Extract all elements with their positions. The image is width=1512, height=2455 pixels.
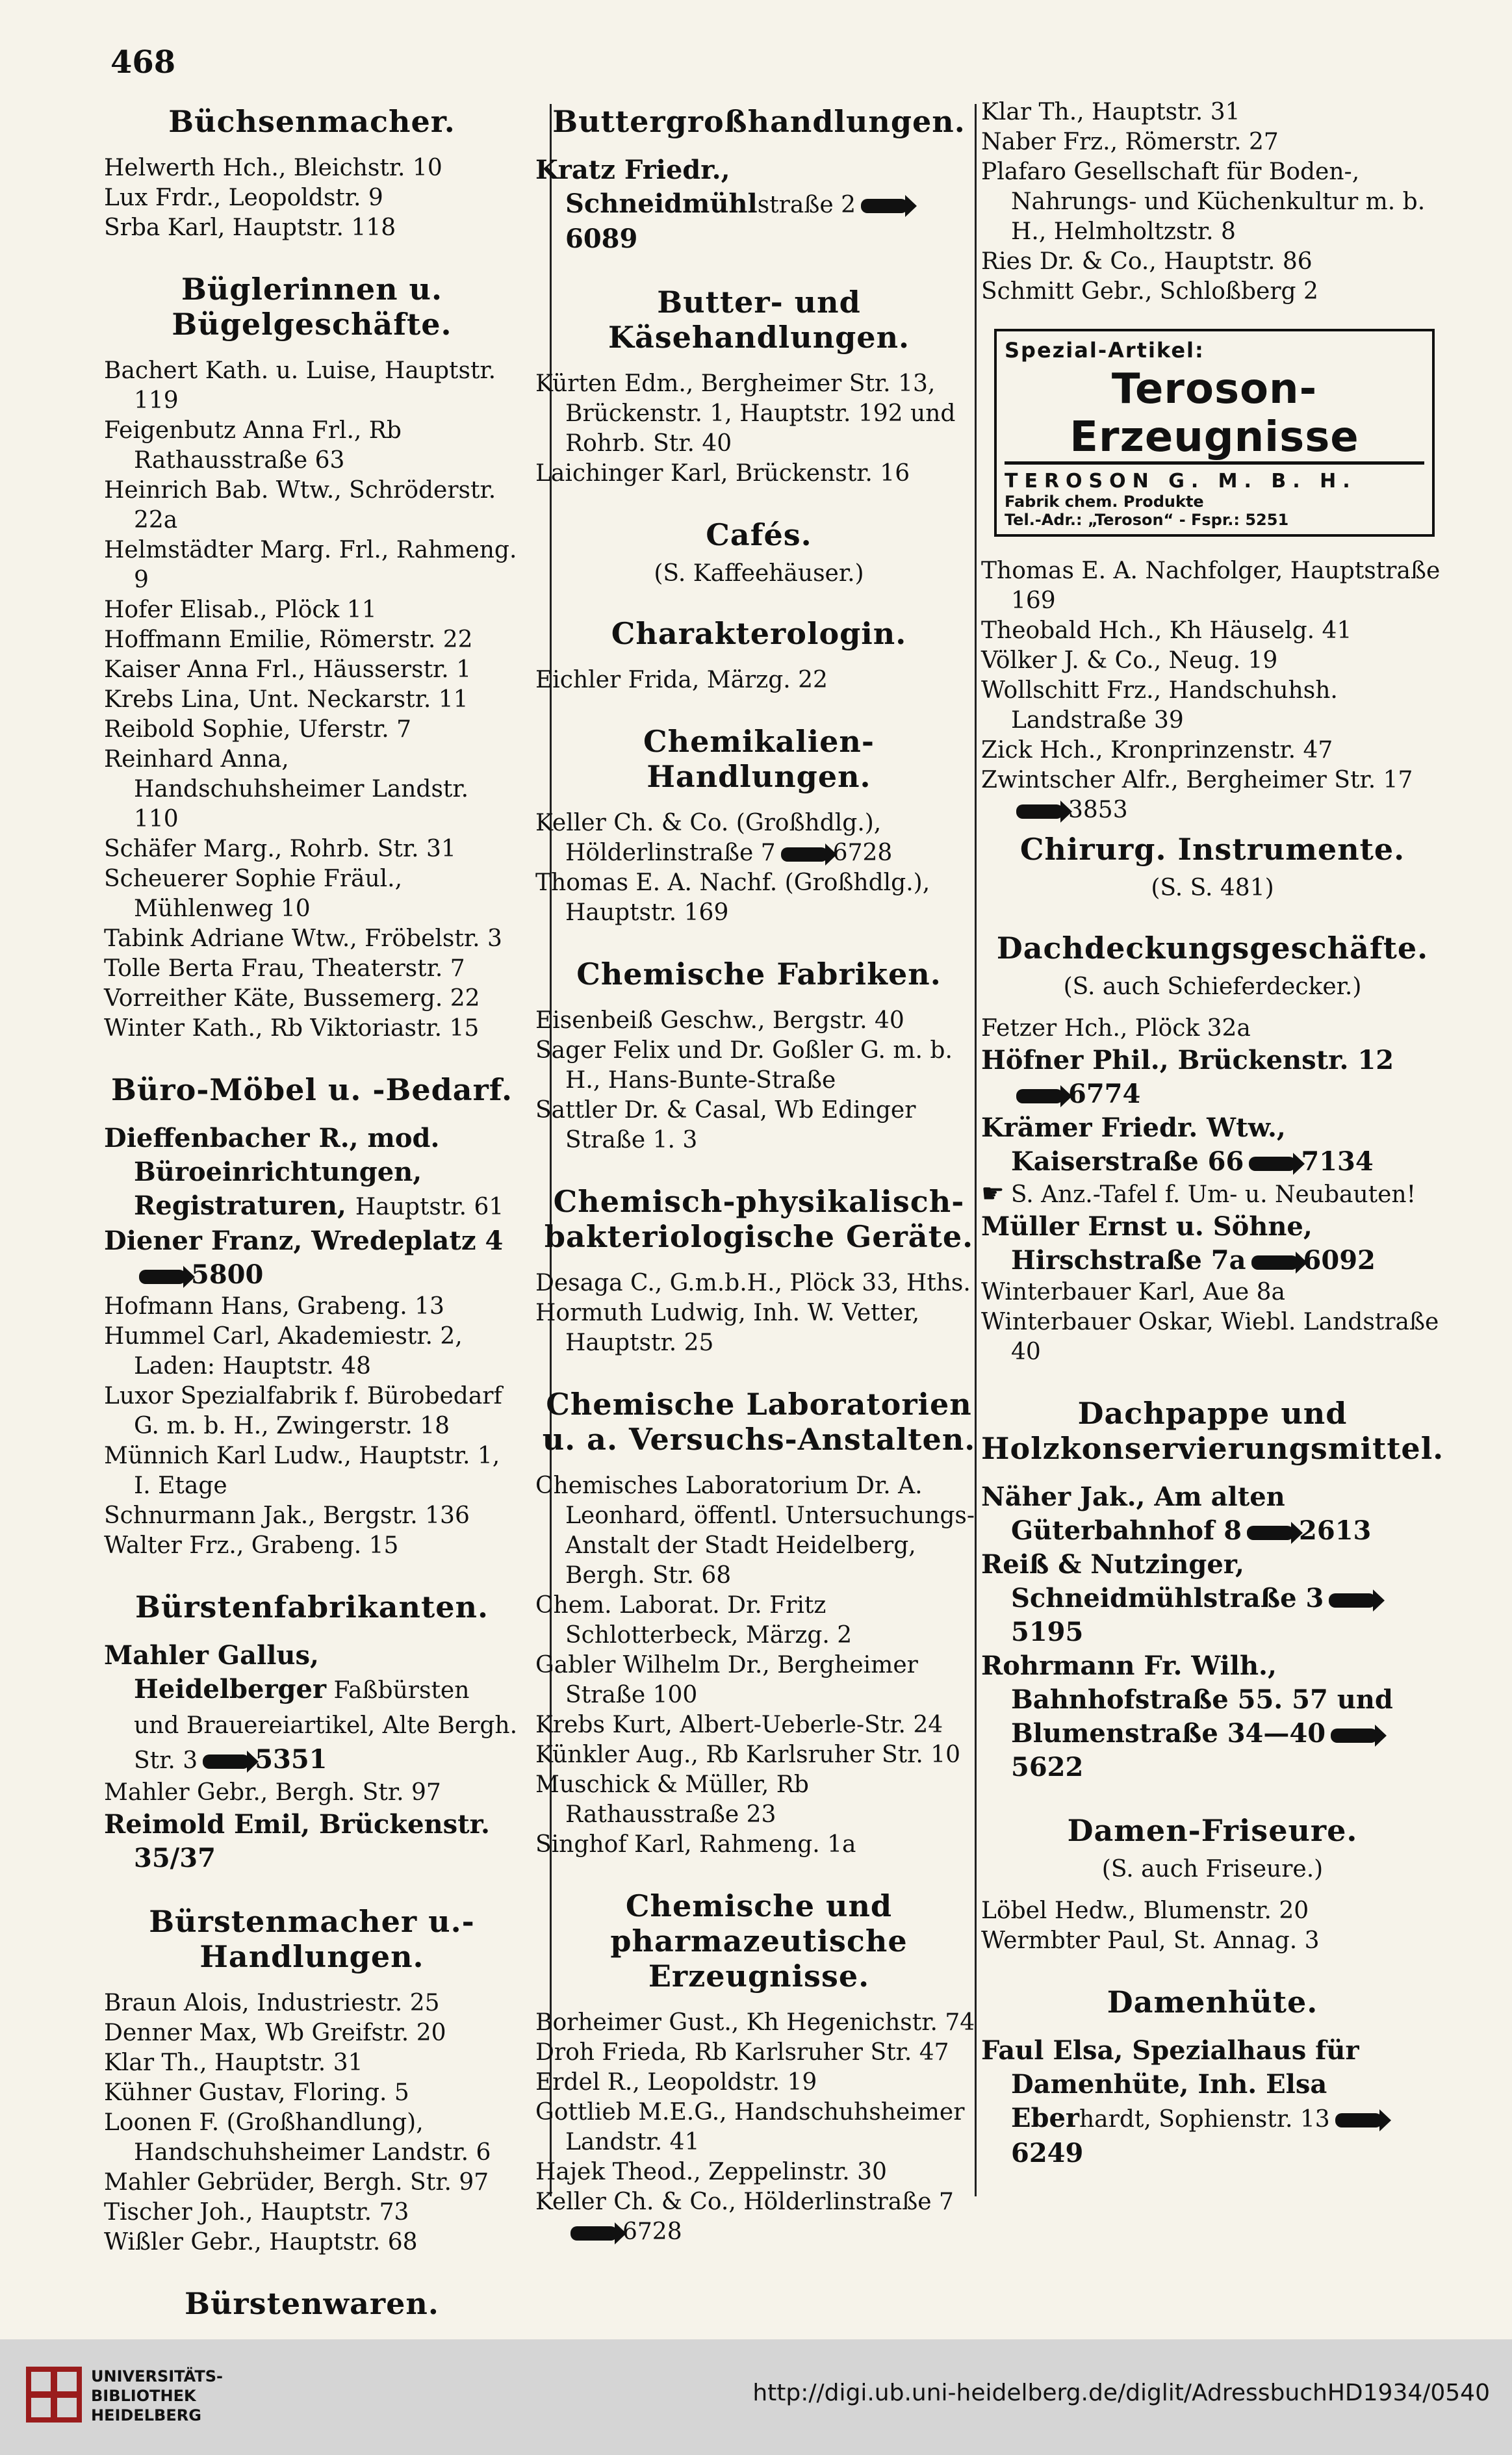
entry-text: Schäfer Marg., Rohrb. Str. 31 xyxy=(104,836,456,862)
directory-entry xyxy=(104,1224,520,1292)
directory-entry xyxy=(104,2108,520,2168)
directory-entry xyxy=(104,954,520,984)
telephone-icon xyxy=(1016,804,1063,819)
directory-entry xyxy=(535,459,982,489)
entry-text: Rohrmann Fr. Wilh., Bahnhofstraße 55. 57 und Blumenstraße 34—40 xyxy=(981,1651,1393,1749)
telephone-icon xyxy=(1335,2113,1382,2127)
directory-entry xyxy=(981,616,1444,646)
entry-text: Zick Hch., Kronprinzenstr. 47 xyxy=(981,737,1333,764)
directory-entry xyxy=(535,1298,982,1358)
entry-address: Faßbürsten und Brauereiartikel, Alte Bergh. Str. 3 xyxy=(134,1677,518,1774)
column-right-after-ad xyxy=(981,556,1444,825)
section-heading: Büglerinnen u. Bügelgeschäfte. xyxy=(172,272,452,342)
entry-text: Luxor Spezialfabrik f. Bürobedarf G. m. b. H., Zwingerstr. 18 xyxy=(104,1383,502,1439)
entry-text: Krebs Kurt, Albert-Ueberle-Str. 24 xyxy=(535,1712,943,1738)
directory-section xyxy=(981,1396,1444,1784)
institution-line-1: UNIVERSITÄTS- xyxy=(91,2367,224,2385)
directory-entry xyxy=(981,1896,1444,1926)
telephone-icon xyxy=(1247,1526,1294,1540)
telephone-icon xyxy=(781,847,828,862)
section-heading: Chirurg. Instrumente. xyxy=(1019,832,1405,867)
telephone-icon xyxy=(1331,1729,1377,1743)
directory-entry xyxy=(104,1501,520,1531)
section-heading: Bürstenwaren. xyxy=(185,2286,439,2321)
column-right-sections xyxy=(981,832,1444,2170)
entry-text: Gabler Wilhelm Dr., Bergheimer Straße 100 xyxy=(535,1652,918,1708)
column-right xyxy=(981,97,1444,2170)
directory-entry xyxy=(535,2038,982,2068)
directory-entry xyxy=(981,1111,1444,1179)
page-number: 468 xyxy=(110,44,176,81)
section-heading: Buttergroßhandlungen. xyxy=(552,104,966,139)
phone-number: 6089 xyxy=(565,224,638,254)
source-url-link[interactable]: http://digi.ub.uni-heidelberg.de/diglit/AdressbuchHD1934/0540 xyxy=(752,2380,1490,2406)
entry-text: Klar Th., Hauptstr. 31 xyxy=(981,99,1240,125)
section-cross-reference: (S. Kaffeehäuser.) xyxy=(654,560,864,587)
entry-text: Muschick & Müller, Rb Rathausstraße 23 xyxy=(535,1771,809,1828)
entry-text: Sattler Dr. & Casal, Wb Edinger Straße 1. 3 xyxy=(535,1097,916,1153)
directory-entry xyxy=(535,1006,982,1036)
entry-text: Völker J. & Co., Neug. 19 xyxy=(981,647,1278,674)
directory-entry xyxy=(104,655,520,685)
section-heading: Chemisch-physikalisch-bakteriologische Geräte. xyxy=(544,1184,974,1254)
section-heading: Butter- und Käsehandlungen. xyxy=(608,285,910,355)
entry-text: Scheuerer Sophie Fräul., Mühlenweg 10 xyxy=(104,866,403,922)
directory-section xyxy=(104,272,520,1044)
directory-entry xyxy=(104,416,520,476)
telephone-icon xyxy=(570,2226,617,2241)
section-heading: Dachpappe und Holzkonservierungsmittel. xyxy=(981,1396,1444,1466)
entry-text: Hofer Elisab., Plöck 11 xyxy=(104,597,377,623)
directory-entry xyxy=(104,2048,520,2078)
directory-entry xyxy=(104,745,520,834)
phone-number: 6249 xyxy=(1011,2138,1084,2168)
telephone-icon xyxy=(861,199,908,213)
directory-entry xyxy=(535,808,982,868)
telephone-icon xyxy=(1251,1255,1298,1270)
entry-text: Müller Ernst u. Söhne, Hirschstraße 7a xyxy=(981,1211,1313,1276)
directory-entry xyxy=(104,183,520,213)
section-heading: Büro-Möbel u. -Bedarf. xyxy=(111,1072,513,1107)
directory-entry xyxy=(104,1292,520,1322)
directory-entry xyxy=(104,1441,520,1501)
directory-entry xyxy=(981,1649,1444,1784)
directory-entry xyxy=(981,646,1444,676)
directory-section xyxy=(981,931,1444,1367)
section-heading: Bürstenfabrikanten. xyxy=(135,1589,489,1625)
entry-text: Winter Kath., Rb Viktoriastr. 15 xyxy=(104,1015,480,1042)
directory-entry xyxy=(535,2068,982,2098)
directory-entry xyxy=(535,369,982,459)
column-right-continued-entries xyxy=(981,97,1444,307)
entry-text: Künkler Aug., Rb Karlsruher Str. 10 xyxy=(535,1742,961,1768)
directory-entry xyxy=(104,1988,520,2018)
section-cross-reference: (S. S. 481) xyxy=(1151,875,1274,901)
directory-entry xyxy=(104,1322,520,1382)
entry-text: Tischer Joh., Hauptstr. 73 xyxy=(104,2199,409,2226)
directory-entry xyxy=(981,1307,1444,1367)
telephone-icon xyxy=(139,1270,186,1284)
entry-text: Lux Frdr., Leopoldstr. 9 xyxy=(104,185,383,211)
directory-entry xyxy=(104,1531,520,1561)
directory-entry xyxy=(104,1808,520,1875)
directory-entry xyxy=(981,736,1444,765)
directory-entry xyxy=(981,1014,1444,1044)
directory-section xyxy=(104,1072,520,1561)
entry-text: Kürten Edm., Bergheimer Str. 13, Brückenstr. 1, Hauptstr. 192 und Rohrb. Str. 40 xyxy=(535,370,956,457)
directory-entry xyxy=(104,213,520,243)
entry-text: Keller Ch. & Co. (Großhdlg.), Hölderlinstraße 7 xyxy=(535,810,882,866)
phone-number: 5622 xyxy=(1011,1752,1084,1782)
entry-text: Kühner Gustav, Floring. 5 xyxy=(104,2079,409,2106)
directory-entry xyxy=(104,1122,520,1224)
section-heading: Damen-Friseure. xyxy=(1067,1813,1358,1848)
directory-entry xyxy=(104,476,520,535)
entry-text: Chemisches Laboratorium Dr. A. Leonhard, öffentl. Untersuchungs-Anstalt der Stadt Heidelberg, Bergh. Str. 68 xyxy=(535,1472,975,1589)
directory-entry xyxy=(981,1044,1444,1111)
telephone-icon xyxy=(1329,1593,1376,1608)
directory-entry xyxy=(104,984,520,1014)
entry-text: Eichler Frida, Märzg. 22 xyxy=(535,667,828,693)
directory-section xyxy=(535,1888,982,2247)
entry-text: Kratz Friedr., Schneidmühl xyxy=(535,155,758,219)
directory-entry xyxy=(535,1651,982,1710)
directory-section xyxy=(535,104,982,256)
entry-text: Droh Frieda, Rb Karlsruher Str. 47 xyxy=(535,2039,949,2066)
entry-text: Löbel Hedw., Blumenstr. 20 xyxy=(981,1897,1309,1924)
directory-entry xyxy=(104,1639,520,1778)
entry-text: Plafaro Gesellschaft für Boden-, Nahrungs- und Küchenkultur m. b. H., Helmholtzstr. 8 xyxy=(981,159,1426,245)
entry-text: Naber Frz., Römerstr. 27 xyxy=(981,129,1279,155)
directory-entry xyxy=(535,2008,982,2038)
entry-text: Singhof Karl, Rahmeng. 1a xyxy=(535,1831,856,1858)
directory-entry xyxy=(104,864,520,924)
section-heading: Chemische Fabriken. xyxy=(576,957,942,992)
directory-entry xyxy=(981,157,1444,247)
entry-text: Ries Dr. & Co., Hauptstr. 86 xyxy=(981,248,1313,275)
entry-text: Schmitt Gebr., Schloßberg 2 xyxy=(981,278,1318,305)
entry-text: Krebs Lina, Unt. Neckarstr. 11 xyxy=(104,686,468,713)
ad-company: TEROSON G. M. B. H. xyxy=(1005,470,1357,493)
entry-text: Desaga C., G.m.b.H., Plöck 33, Hths. xyxy=(535,1270,971,1296)
entry-text: Srba Karl, Hauptstr. 118 xyxy=(104,214,396,241)
directory-entry xyxy=(104,2078,520,2108)
entry-text: Laichinger Karl, Brückenstr. 16 xyxy=(535,460,910,487)
institution-line-3: HEIDELBERG xyxy=(91,2406,201,2424)
directory-entry xyxy=(535,1830,982,1860)
directory-entry xyxy=(981,556,1444,616)
directory-section xyxy=(981,1813,1444,1956)
directory-entry xyxy=(535,1268,982,1298)
entry-text: Wißler Gebr., Hauptstr. 68 xyxy=(104,2229,418,2256)
entry-text: Kaiser Anna Frl., Häusserstr. 1 xyxy=(104,656,472,683)
institution-line-2: BIBLIOTHEK xyxy=(91,2387,196,2405)
entry-text: Tolle Berta Frau, Theaterstr. 7 xyxy=(104,955,465,982)
entry-text: Mahler Gallus, Heidelberger xyxy=(104,1640,327,1704)
entry-text: Tabink Adriane Wtw., Fröbelstr. 3 xyxy=(104,925,502,952)
section-cross-reference: (S. auch Friseure.) xyxy=(1101,1856,1324,1883)
directory-entry xyxy=(104,1014,520,1044)
entry-text: Keller Ch. & Co., Hölderlinstraße 7 xyxy=(535,2189,954,2215)
entry-text: Erdel R., Leopoldstr. 19 xyxy=(535,2069,817,2096)
directory-section xyxy=(535,957,982,1155)
directory-entry xyxy=(981,1548,1444,1649)
section-heading: Büchsenmacher. xyxy=(168,104,455,139)
directory-entry xyxy=(104,685,520,715)
directory-entry xyxy=(981,97,1444,127)
entry-text: Zwintscher Alfr., Bergheimer Str. 17 xyxy=(981,767,1413,793)
advertisement-box xyxy=(994,329,1435,537)
section-heading: Charakterologin. xyxy=(611,616,907,651)
directory-entry xyxy=(104,2228,520,2257)
directory-entry xyxy=(104,153,520,183)
entry-text: Näher Jak., Am alten Güterbahnhof 8 xyxy=(981,1482,1285,1546)
directory-entry xyxy=(104,595,520,625)
entry-text: Mahler Gebrüder, Bergh. Str. 97 xyxy=(104,2169,489,2196)
directory-entry xyxy=(981,127,1444,157)
directory-entry xyxy=(535,2157,982,2187)
entry-text: Münnich Karl Ludw., Hauptstr. 1, I. Etage xyxy=(104,1443,500,1499)
entry-text: Wollschitt Frz., Handschuhsh. Landstraße 39 xyxy=(981,677,1338,734)
entry-text: Loonen F. (Großhandlung), Handschuhsheimer Landstr. 6 xyxy=(104,2109,491,2166)
directory-entry xyxy=(535,2098,982,2157)
directory-entry xyxy=(981,1278,1444,1307)
directory-entry xyxy=(535,1036,982,1096)
directory-section xyxy=(104,1589,520,1875)
directory-entry xyxy=(981,765,1444,825)
entry-text: Walter Frz., Grabeng. 15 xyxy=(104,1532,399,1559)
directory-section xyxy=(535,517,982,587)
entry-text: Winterbauer Oskar, Wiebl. Landstraße 40 xyxy=(981,1309,1439,1365)
phone-number: 3853 xyxy=(1068,797,1128,823)
ad-headline: Spezial-Artikel: xyxy=(1005,338,1205,363)
directory-section xyxy=(104,104,520,243)
directory-section xyxy=(535,1387,982,1860)
footer-bar xyxy=(0,2339,1512,2455)
directory-entry xyxy=(535,868,982,928)
directory-section xyxy=(535,724,982,928)
section-heading: Chemische und pharmazeutische Erzeugnisse. xyxy=(610,1888,908,1994)
directory-entry xyxy=(535,153,982,256)
directory-entry xyxy=(104,625,520,655)
entry-text: Reiß & Nutzinger, Schneidmühlstraße 3 xyxy=(981,1549,1324,1613)
directory-entry xyxy=(981,1480,1444,1548)
pointing-hand-icon: ☛ xyxy=(981,1179,1005,1209)
entry-text: Denner Max, Wb Greifstr. 20 xyxy=(104,2020,446,2046)
university-library-logo-icon xyxy=(26,2367,82,2423)
directory-section xyxy=(535,1184,982,1358)
section-cross-reference: (S. auch Schieferdecker.) xyxy=(1063,973,1362,1000)
directory-entry xyxy=(535,1096,982,1155)
entry-text: Diener Franz, Wredeplatz 4 xyxy=(104,1226,504,1256)
directory-entry xyxy=(104,834,520,864)
entry-text: Bachert Kath. u. Luise, Hauptstr. 119 xyxy=(104,357,496,414)
entry-text: Hummel Carl, Akademiestr. 2, Laden: Hauptstr. 48 xyxy=(104,1323,463,1380)
entry-text: Borheimer Gust., Kh Hegenichstr. 74 xyxy=(535,2009,975,2036)
entry-text: Chem. Laborat. Dr. Fritz Schlotterbeck, Märzg. 2 xyxy=(535,1592,852,1649)
entry-text: Sager Felix und Dr. Goßler G. m. b. H., Hans-Bunte-Straße xyxy=(535,1037,953,1094)
directory-entry xyxy=(104,2198,520,2228)
entry-text: Höfner Phil., Brückenstr. 12 xyxy=(981,1045,1394,1075)
phone-number: 6092 xyxy=(1303,1245,1376,1276)
entry-text: Thomas E. A. Nachf. (Großhdlg.), Hauptstr. 169 xyxy=(535,869,930,926)
section-heading: Bürstenmacher u.-Handlungen. xyxy=(149,1904,475,1974)
directory-entry xyxy=(104,535,520,595)
entry-text: Mahler Gebr., Bergh. Str. 97 xyxy=(104,1779,441,1806)
entry-text: Theobald Hch., Kh Häuselg. 41 xyxy=(981,617,1352,644)
entry-text: Hajek Theod., Zeppelinstr. 30 xyxy=(535,2159,887,2185)
section-heading: Dachdeckungsgeschäfte. xyxy=(996,931,1429,966)
column-middle xyxy=(535,97,982,2247)
directory-section xyxy=(104,1904,520,2257)
directory-section xyxy=(981,832,1444,902)
directory-entry xyxy=(981,1926,1444,1956)
directory-entry xyxy=(981,2034,1444,2170)
entry-text: Hormuth Ludwig, Inh. W. Vetter, Hauptstr. 25 xyxy=(535,1300,920,1356)
entry-text: Thomas E. A. Nachfolger, Hauptstraße 169 xyxy=(981,558,1441,614)
phone-number: 6728 xyxy=(622,2218,682,2245)
directory-entry xyxy=(104,2168,520,2198)
directory-entry xyxy=(104,1382,520,1441)
phone-number: 6728 xyxy=(832,840,893,866)
entry-text: Feigenbutz Anna Frl., Rb Rathausstraße 63 xyxy=(104,417,402,474)
directory-entry xyxy=(981,1179,1444,1210)
entry-text: Krämer Friedr. Wtw., Kaiserstraße 66 xyxy=(981,1112,1286,1177)
entry-text: Fetzer Hch., Plöck 32a xyxy=(981,1015,1251,1042)
entry-text: Helwerth Hch., Bleichstr. 10 xyxy=(104,155,442,181)
entry-text: Reimold Emil, Brückenstr. 35/37 xyxy=(104,1809,490,1873)
directory-entry xyxy=(535,2187,982,2247)
directory-entry xyxy=(981,277,1444,307)
directory-entry xyxy=(535,665,982,695)
entry-text: Reinhard Anna, Handschuhsheimer Landstr. 110 xyxy=(104,746,469,832)
entry-text: Braun Alois, Industriestr. 25 xyxy=(104,1990,440,2016)
institution-name xyxy=(91,2367,223,2425)
directory-entry xyxy=(535,1710,982,1740)
entry-text: S. Anz.-Tafel f. Um- u. Neubauten! xyxy=(1010,1181,1416,1208)
entry-text: Faul Elsa, Spezialhaus für Damenhüte, Inh. Elsa Eber xyxy=(981,2035,1359,2133)
entry-text: Vorreither Käte, Bussemerg. 22 xyxy=(104,985,480,1012)
telephone-icon xyxy=(1016,1089,1063,1103)
entry-text: Klar Th., Hauptstr. 31 xyxy=(104,2050,363,2076)
phone-number: 7134 xyxy=(1301,1146,1374,1177)
entry-address: Hauptstr. 61 xyxy=(355,1194,504,1220)
directory-entry xyxy=(981,1210,1444,1278)
directory-entry xyxy=(104,2018,520,2048)
directory-entry xyxy=(104,356,520,416)
entry-text: Helmstädter Marg. Frl., Rahmeng. 9 xyxy=(104,537,517,593)
directory-entry xyxy=(535,1770,982,1830)
entry-text: Gottlieb M.E.G., Handschuhsheimer Landstr. 41 xyxy=(535,2099,965,2155)
ad-description: Fabrik chem. Produkte xyxy=(1005,493,1204,511)
directory-entry xyxy=(981,676,1444,736)
entry-text: Wermbter Paul, St. Annag. 3 xyxy=(981,1927,1320,1954)
phone-number: 6774 xyxy=(1068,1079,1141,1109)
entry-text: Hoffmann Emilie, Römerstr. 22 xyxy=(104,626,473,653)
entry-address: hardt, Sophienstr. 13 xyxy=(1079,2106,1330,2133)
entry-text: Heinrich Bab. Wtw., Schröderstr. 22a xyxy=(104,477,496,533)
directory-entry xyxy=(104,1778,520,1808)
directory-entry xyxy=(535,1591,982,1651)
directory-entry xyxy=(104,715,520,745)
column-left xyxy=(104,97,520,2403)
entry-text: Reibold Sophie, Uferstr. 7 xyxy=(104,716,412,743)
directory-entry xyxy=(535,1740,982,1770)
telephone-icon xyxy=(203,1754,250,1769)
entry-text: Winterbauer Karl, Aue 8a xyxy=(981,1279,1285,1305)
phone-number: 5195 xyxy=(1011,1617,1084,1647)
ad-product: Teroson-Erzeugnisse xyxy=(1005,365,1424,465)
directory-section xyxy=(535,285,982,489)
telephone-icon xyxy=(1249,1157,1296,1171)
section-heading: Chemische Laboratorien u. a. Versuchs-Anstalten. xyxy=(542,1387,976,1457)
phone-number: 5800 xyxy=(191,1259,264,1290)
directory-section xyxy=(535,616,982,695)
phone-number: 5351 xyxy=(255,1744,327,1775)
directory-section xyxy=(981,1985,1444,2170)
entry-text: Hofmann Hans, Grabeng. 13 xyxy=(104,1293,444,1320)
ad-contact: Tel.-Adr.: „Teroson“ - Fspr.: 5251 xyxy=(1005,511,1289,529)
directory-entry xyxy=(981,247,1444,277)
entry-address: straße 2 xyxy=(757,192,856,218)
phone-number: 2613 xyxy=(1299,1515,1372,1546)
section-heading: Damenhüte. xyxy=(1107,1985,1318,2020)
directory-entry xyxy=(535,1471,982,1591)
entry-text: Dieffenbacher R., mod. Büroeinrichtungen, Registraturen, xyxy=(104,1123,440,1221)
section-heading: Cafés. xyxy=(706,517,812,552)
section-heading: Chemikalien-Handlungen. xyxy=(643,724,875,794)
directory-entry xyxy=(104,924,520,954)
entry-text: Eisenbeiß Geschw., Bergstr. 40 xyxy=(535,1007,904,1034)
entry-text: Schnurmann Jak., Bergstr. 136 xyxy=(104,1502,470,1529)
